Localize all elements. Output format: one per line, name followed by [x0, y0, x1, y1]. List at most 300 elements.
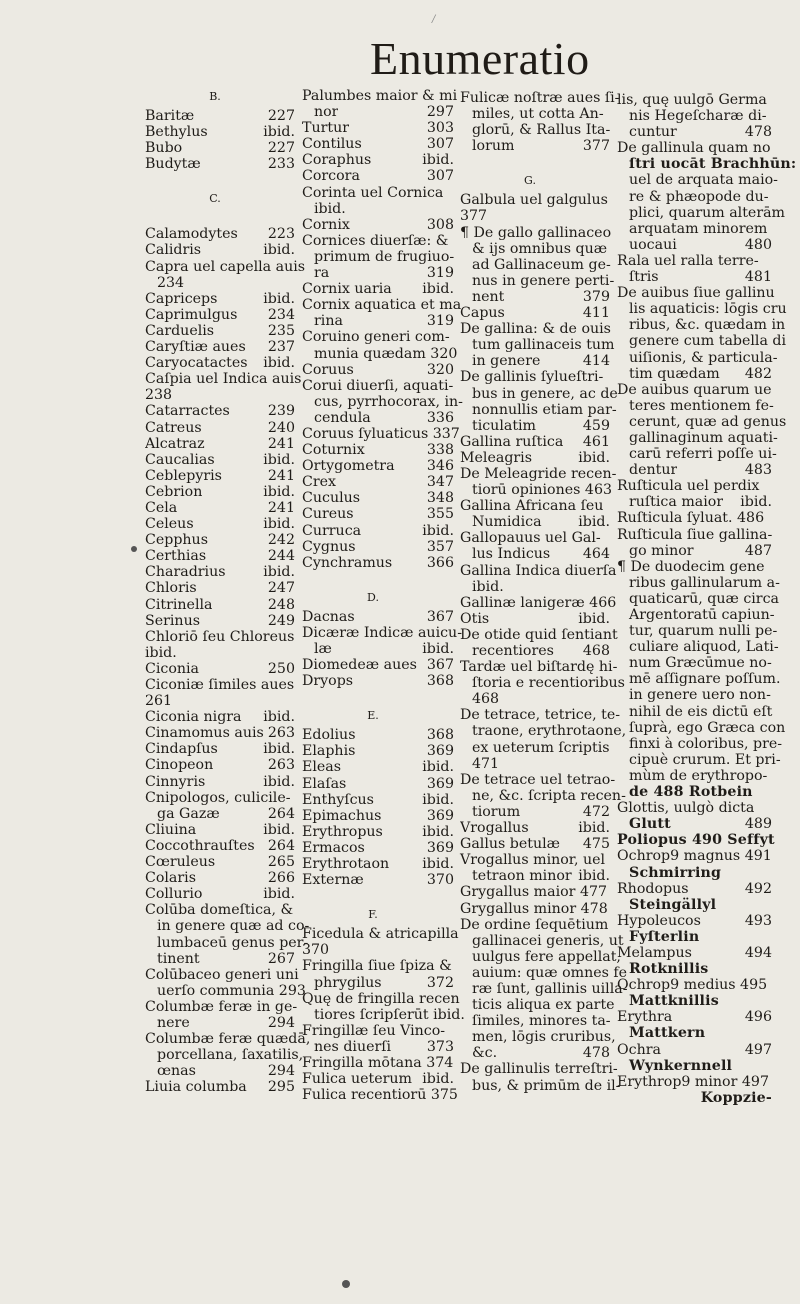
entry-page-ref: ibid. — [422, 856, 454, 873]
index-entry-line: Ruſticula uel perdix — [617, 478, 760, 495]
index-entry-line — [145, 291, 295, 307]
index-entry-line: Chloriō ſeu Chloreus — [145, 628, 295, 645]
entry-term: Crex — [302, 474, 337, 491]
entry-term: Glutt — [629, 816, 671, 833]
entry-page-ref: 369 — [426, 839, 454, 856]
entry-page-ref: ibid. — [578, 514, 610, 531]
index-entry-line — [302, 490, 454, 506]
folio-mark: / — [432, 14, 436, 25]
index-entry-line — [145, 339, 295, 355]
entry-page-ref: 496 — [744, 1009, 772, 1026]
entry-term: Cynchramus — [302, 554, 393, 571]
index-entry-line — [145, 774, 295, 790]
entry-page-ref: ibid. — [422, 791, 454, 808]
index-entry-line — [302, 265, 454, 281]
index-entry-line: ticis aliqua ex parte — [472, 997, 615, 1014]
index-entry-line: De gallinulis terreſtri- — [460, 1061, 618, 1078]
index-entry-line: porcellana, ſaxatilis, — [157, 1047, 304, 1064]
entry-page-ref: 377 — [582, 138, 610, 155]
index-entry-line: De gallinula quam no — [617, 140, 771, 157]
entry-term: Cureus — [302, 506, 354, 523]
entry-term: ga Gazæ — [157, 805, 220, 822]
entry-term: ſtris — [629, 269, 659, 286]
entry-term: &c. — [472, 1045, 498, 1062]
index-entry-line — [145, 741, 295, 757]
index-entry-line — [460, 434, 610, 450]
index-entry-line — [460, 546, 610, 562]
entry-page-ref: 347 — [426, 474, 454, 491]
index-entry-line — [302, 362, 454, 378]
entry-page-ref: 411 — [582, 305, 610, 322]
section-letter: F. — [368, 908, 378, 922]
entry-term: Ochra — [617, 1041, 661, 1058]
entry-page-ref: 414 — [582, 353, 610, 370]
index-entry-line — [617, 366, 772, 382]
entry-page-ref: 379 — [582, 288, 610, 305]
entry-page-ref: 487 — [744, 542, 772, 559]
entry-page-ref: 248 — [267, 596, 295, 613]
entry-term: Certhias — [145, 548, 207, 565]
index-entry-line — [145, 403, 295, 419]
entry-term: Calidris — [145, 242, 202, 259]
index-entry-line: Fulicæ noſtræ aues ſi- — [460, 90, 620, 106]
index-entry-line: bus, & primūm de il- — [472, 1077, 621, 1094]
entry-term: Dryops — [302, 673, 354, 690]
entry-term: œnas — [157, 1063, 196, 1080]
entry-term: Vrogallus — [460, 820, 529, 837]
index-entry-line — [145, 226, 295, 242]
index-entry-line: ¶ De gallo gallinaceo — [460, 224, 612, 241]
index-entry-line: Ochrop9 medius 495 — [617, 977, 768, 994]
entry-term: Cinnyris — [145, 773, 206, 790]
index-entry-line: De tetrace, tetrice, te- — [460, 707, 621, 724]
entry-term: Gallina ruſtica — [460, 433, 564, 450]
index-entry-line — [460, 514, 610, 530]
entry-page-ref: ibid. — [263, 124, 295, 141]
index-entry-line — [145, 242, 295, 258]
index-entry-line: tiorū opiniones 463 — [472, 482, 612, 499]
index-entry-line: traone, erythrotaone, — [472, 723, 627, 740]
index-entry-line: Schmirring — [629, 864, 722, 881]
entry-page-ref: 319 — [426, 313, 454, 330]
index-entry-line: Ruſticula ſiue gallina- — [617, 526, 773, 543]
index-entry-line: 471 — [472, 755, 500, 772]
index-column-3 — [460, 90, 628, 1094]
index-entry-line: lumbaceū genus per- — [157, 934, 309, 951]
entry-term: Erythropus — [302, 823, 383, 840]
index-entry-line — [460, 643, 610, 659]
index-entry-line: quaticarū, quæ circa — [629, 590, 779, 607]
index-entry-line: Glottis, uulgò dicta — [617, 800, 755, 817]
index-entry-line: uiſionis, & particula- — [629, 349, 778, 366]
index-entry-line: ſimiles, minores ta- — [472, 1013, 611, 1030]
entry-term: Liuia columba — [145, 1079, 247, 1096]
index-entry-line: cipuè crurum. Et pri- — [629, 751, 781, 768]
index-entry-line: munia quædam 320 — [314, 345, 458, 362]
index-entry-line: mē aſſignare poſſum. — [629, 671, 781, 688]
entry-page-ref: 480 — [744, 236, 772, 253]
index-entry-line — [460, 138, 610, 154]
entry-page-ref: ibid. — [263, 741, 295, 758]
index-entry-line — [302, 776, 454, 792]
index-entry-line: genere cum tabella di — [629, 333, 787, 350]
entry-term: rina — [314, 313, 343, 330]
entry-page-ref: 369 — [426, 807, 454, 824]
entry-term: Elaſas — [302, 775, 347, 792]
entry-term: Cebrion — [145, 483, 203, 500]
index-entry-line — [460, 305, 610, 321]
entry-term: Coruus — [302, 361, 354, 378]
entry-page-ref: ibid. — [422, 1071, 454, 1088]
entry-page-ref: 308 — [426, 216, 454, 233]
index-entry-line: mùm de erythropo- — [629, 767, 768, 784]
index-entry-line — [302, 743, 454, 759]
entry-page-ref: 355 — [426, 506, 454, 523]
index-entry-line — [302, 872, 454, 888]
entry-page-ref: 263 — [267, 757, 295, 774]
index-entry-line: Cornices diuerſæ: & — [302, 232, 449, 249]
index-entry-line — [302, 840, 454, 856]
index-entry-line — [302, 1071, 454, 1087]
section-letter: G. — [524, 174, 536, 188]
entry-page-ref: 240 — [267, 419, 295, 436]
entry-page-ref: ibid. — [263, 564, 295, 581]
entry-term: Corcora — [302, 168, 360, 185]
entry-page-ref: 475 — [582, 836, 610, 853]
entry-page-ref: 320 — [426, 361, 454, 378]
index-entry-line — [145, 564, 295, 580]
entry-term: Gallus betulæ — [460, 836, 560, 853]
index-entry-line — [145, 124, 295, 140]
index-entry-line: lis aquaticis: lōgis cru — [629, 301, 787, 318]
index-entry-line — [617, 881, 772, 897]
index-entry-line — [302, 506, 454, 522]
index-entry-line — [145, 307, 295, 323]
entry-term: Curruca — [302, 522, 362, 539]
entry-page-ref: 223 — [267, 226, 295, 243]
index-entry-line: gallinacei generis, ut — [472, 932, 624, 949]
index-entry-line — [617, 543, 772, 559]
entry-term: ra — [314, 265, 330, 282]
entry-term: Ortygometra — [302, 458, 395, 475]
entry-page-ref: 237 — [267, 339, 295, 356]
section-letter: E. — [367, 709, 379, 723]
index-entry-line: ad Gallinaceum ge- — [472, 256, 611, 273]
entry-term: Alcatraz — [145, 435, 205, 452]
index-entry-line — [460, 450, 610, 466]
index-entry-line: culiare aliquod, Lati- — [629, 639, 779, 656]
index-entry-line — [145, 725, 295, 741]
section-letter: D. — [367, 590, 379, 604]
entry-term: Collurio — [145, 886, 203, 903]
entry-term: lus Indicus — [472, 546, 551, 563]
index-entry-line: Vrogallus minor, uel — [460, 852, 606, 869]
entry-page-ref: 461 — [582, 433, 610, 450]
entry-page-ref: 266 — [267, 870, 295, 887]
index-entry-line — [145, 484, 295, 500]
index-entry-line: Mattknillis — [629, 993, 719, 1010]
index-entry-line — [145, 436, 295, 452]
index-entry-line — [617, 124, 772, 140]
entry-term: Numidica — [472, 514, 542, 531]
entry-term: Epimachus — [302, 807, 382, 824]
entry-term: Meleagris — [460, 449, 532, 466]
entry-page-ref: 348 — [426, 490, 454, 507]
index-entry-line — [302, 555, 454, 571]
index-entry-line — [145, 500, 295, 516]
blank-line — [302, 689, 454, 705]
index-entry-line — [302, 410, 454, 426]
entry-page-ref: 459 — [582, 417, 610, 434]
index-entry-line: re & phæopode du- — [629, 188, 769, 205]
index-entry-line: Cornix aquatica et ma — [302, 297, 462, 314]
paper-blemish-dot — [131, 546, 137, 552]
index-entry-line: cus, pyrrhocorax, in- — [314, 393, 463, 410]
entry-term: Cornix — [302, 216, 350, 233]
entry-page-ref: 227 — [267, 108, 295, 124]
entry-term: nor — [314, 104, 339, 121]
entry-term: Ciconia nigra — [145, 709, 242, 726]
entry-page-ref: 482 — [744, 365, 772, 382]
index-entry-line — [302, 759, 454, 775]
entry-term: Fulica ueterum — [302, 1071, 412, 1088]
entry-page-ref: 368 — [426, 673, 454, 690]
entry-term: Caryocatactes — [145, 355, 248, 372]
index-entry-line — [302, 856, 454, 872]
entry-term: Melampus — [617, 944, 692, 961]
entry-page-ref: 227 — [267, 140, 295, 157]
entry-term: Bubo — [145, 140, 183, 157]
index-entry-line: Fringillæ ſeu Vinco- — [302, 1022, 446, 1039]
entry-term: Celeus — [145, 516, 194, 533]
entry-page-ref: ibid. — [263, 821, 295, 838]
index-entry-line: tiores ſcripſerūt ibid. — [314, 1006, 465, 1023]
entry-page-ref: ibid. — [263, 451, 295, 468]
entry-page-ref: 307 — [426, 136, 454, 153]
entry-page-ref: 497 — [744, 1041, 772, 1058]
index-entry-line — [302, 104, 454, 120]
index-entry-line: ſtoria e recentioribus — [472, 675, 625, 692]
index-entry-line: tur, quarum nulli pe- — [629, 623, 778, 640]
entry-page-ref: ibid. — [578, 610, 610, 627]
entry-page-ref: ibid. — [422, 823, 454, 840]
entry-term: Erythrotaon — [302, 856, 390, 873]
index-entry-line — [145, 870, 295, 886]
index-entry-line — [302, 442, 454, 458]
index-entry-line — [460, 353, 610, 369]
index-entry-line: Palumbes maior & mi — [302, 88, 458, 104]
entry-term: læ — [314, 641, 332, 657]
index-entry-line — [460, 868, 610, 884]
entry-page-ref: ibid. — [422, 641, 454, 657]
entry-page-ref: 483 — [744, 462, 772, 479]
index-entry-line — [460, 820, 610, 836]
entry-page-ref: 372 — [426, 974, 454, 991]
index-entry-line — [145, 951, 295, 967]
blank-line — [302, 571, 454, 587]
entry-page-ref: ibid. — [263, 483, 295, 500]
index-entry-line: cerunt, quæ ad genus — [629, 413, 787, 430]
entry-page-ref: 307 — [426, 168, 454, 185]
entry-term: Cygnus — [302, 538, 356, 555]
entry-page-ref: 494 — [744, 944, 772, 961]
index-entry-line: Steingällyl — [629, 896, 717, 913]
index-entry-line — [302, 136, 454, 152]
entry-page-ref: ibid. — [740, 494, 772, 511]
index-column-1 — [145, 86, 311, 1096]
entry-term: Enthyſcus — [302, 791, 374, 808]
entry-page-ref: 294 — [267, 1014, 295, 1031]
entry-term: Ermacos — [302, 839, 365, 856]
index-entry-line: De tetrace uel tetrao- — [460, 771, 616, 788]
index-entry-line: uulgus fere appellat, — [472, 948, 621, 965]
entry-page-ref: ibid. — [263, 886, 295, 903]
index-entry-line — [145, 709, 295, 725]
index-entry-line — [617, 816, 772, 832]
entry-term: Cinopeon — [145, 757, 214, 774]
paper-blemish-dot — [342, 1280, 350, 1288]
index-entry-line — [145, 757, 295, 773]
index-entry-line — [617, 269, 772, 285]
index-entry-line: & ijs omnibus quæ — [472, 240, 608, 257]
index-entry-line: num Græcūmue no- — [629, 655, 772, 672]
index-entry-line: Rotknillis — [629, 961, 709, 978]
entry-page-ref: ibid. — [578, 449, 610, 466]
index-entry-line: ræ ſunt, gallinis uilla- — [472, 980, 628, 997]
entry-page-ref: 481 — [744, 269, 772, 286]
index-entry-line: De auibus ſiue gallinu — [617, 285, 775, 302]
entry-page-ref: 294 — [267, 1063, 295, 1080]
entry-page-ref: 244 — [267, 548, 295, 565]
entry-page-ref: 297 — [426, 104, 454, 121]
entry-term: nes diuerſi — [314, 1038, 392, 1055]
page-title: Enumeratio — [370, 33, 590, 84]
entry-term: Otis — [460, 610, 490, 627]
entry-page-ref: ibid. — [263, 516, 295, 533]
entry-page-ref: 369 — [426, 775, 454, 792]
index-entry-line: nonnullis etiam par- — [472, 401, 617, 418]
entry-term: Colaris — [145, 870, 196, 887]
entry-term: cendula — [314, 409, 371, 426]
index-entry-line: Quę de fringilla recen — [302, 990, 460, 1007]
index-entry-line: Argentoratū capiun- — [629, 607, 775, 623]
index-entry-line — [302, 641, 454, 657]
entry-term: Hypoleucos — [617, 912, 701, 929]
entry-page-ref: ibid. — [263, 242, 295, 259]
entry-page-ref: ibid. — [422, 522, 454, 539]
entry-page-ref: ibid. — [422, 281, 454, 298]
entry-page-ref: 366 — [426, 554, 454, 571]
blank-line — [145, 172, 295, 188]
entry-page-ref: 468 — [582, 643, 610, 659]
entry-page-ref: 247 — [267, 580, 295, 597]
entry-term: Turtur — [302, 120, 350, 137]
entry-term: Ceblepyris — [145, 467, 222, 484]
entry-term: Diomedeæ aues — [302, 657, 417, 674]
index-entry-line — [145, 806, 295, 822]
section-letter: B. — [209, 90, 221, 103]
entry-page-ref: ibid. — [422, 152, 454, 169]
index-entry-line — [145, 838, 295, 854]
entry-page-ref: 235 — [267, 322, 295, 339]
entry-term: Caucalias — [145, 451, 215, 468]
index-entry-line — [145, 886, 295, 902]
index-entry-line — [302, 281, 454, 297]
index-entry-line — [302, 458, 454, 474]
index-entry-line: Ficedula & atricapilla — [302, 926, 459, 943]
index-entry-line: ibid. — [145, 644, 177, 661]
index-entry-line — [145, 452, 295, 468]
index-entry-line — [302, 474, 454, 490]
index-entry-line: gallinaginum aquati- — [629, 429, 778, 446]
index-entry-line: in genere uero non- — [629, 687, 771, 704]
index-entry-line: 468 — [472, 691, 500, 708]
section-letter: C. — [209, 192, 221, 206]
index-entry-line: Ciconiæ ſimiles aues — [145, 677, 295, 693]
entry-page-ref: 464 — [582, 546, 610, 563]
index-entry-line — [460, 1045, 610, 1061]
index-entry-line: Cnipologos, culicile- — [145, 789, 291, 806]
index-entry-line: tum gallinaceis tum — [472, 337, 615, 354]
entry-term: Serinus — [145, 612, 200, 629]
index-entry-line: Gallopauus uel Gal- — [460, 530, 601, 547]
entry-page-ref: 263 — [267, 725, 295, 742]
index-entry-line: Grygallus minor 478 — [460, 900, 608, 917]
entry-term: Externæ — [302, 872, 364, 889]
index-entry-line: nis Hegeſcharæ di- — [629, 108, 767, 125]
index-entry-line: ¶ De duodecim gene — [617, 558, 765, 575]
index-entry-line — [145, 597, 295, 613]
entry-term: phrygilus — [314, 974, 382, 991]
index-entry-line — [302, 539, 454, 555]
index-entry-line: Poliopus 490 Seffyt — [617, 832, 775, 849]
index-entry-line — [145, 1015, 295, 1031]
entry-term: Rhodopus — [617, 880, 689, 897]
index-entry-line: bus in genere, ac de — [472, 385, 618, 402]
index-entry-line: lis, quę uulgō Germa — [617, 92, 767, 108]
entry-term: Ciconia — [145, 660, 200, 677]
entry-page-ref: 250 — [267, 660, 295, 677]
entry-page-ref: 373 — [426, 1038, 454, 1055]
entry-term: Catreus — [145, 419, 202, 436]
index-entry-line: Gallinæ lanigeræ 466 — [460, 594, 617, 611]
entry-term: uocaui — [629, 236, 677, 253]
index-entry-line: Grygallus maior 477 — [460, 884, 608, 901]
entry-page-ref: ibid. — [263, 773, 295, 790]
index-entry-line — [302, 673, 454, 689]
entry-term: go minor — [629, 542, 694, 559]
index-entry-line: Dicæræ Indicæ auicu- — [302, 624, 462, 641]
entry-page-ref: 264 — [267, 837, 295, 854]
index-entry-line: men, lōgis cruribus, — [472, 1029, 616, 1046]
index-entry-line — [145, 1063, 295, 1079]
entry-page-ref: 367 — [426, 657, 454, 674]
index-entry-line: Colūbaceo generi uni — [145, 966, 299, 983]
index-entry-line: Koppzie- — [700, 1089, 772, 1106]
entry-term: nent — [472, 288, 505, 305]
entry-page-ref: 242 — [267, 532, 295, 549]
entry-page-ref: 346 — [426, 458, 454, 475]
entry-term: Calamodytes — [145, 226, 238, 243]
entry-page-ref: 241 — [267, 435, 295, 452]
index-entry-line — [145, 420, 295, 436]
index-entry-line: ribus, &c. quædam in — [629, 317, 786, 334]
index-entry-line — [145, 613, 295, 629]
entry-term: Caprimulgus — [145, 306, 238, 323]
entry-page-ref: 369 — [426, 743, 454, 760]
index-entry-line: Fringilla mōtana 374 — [302, 1054, 454, 1071]
index-entry-line: Fringilla ſiue ſpiza & — [302, 958, 452, 975]
